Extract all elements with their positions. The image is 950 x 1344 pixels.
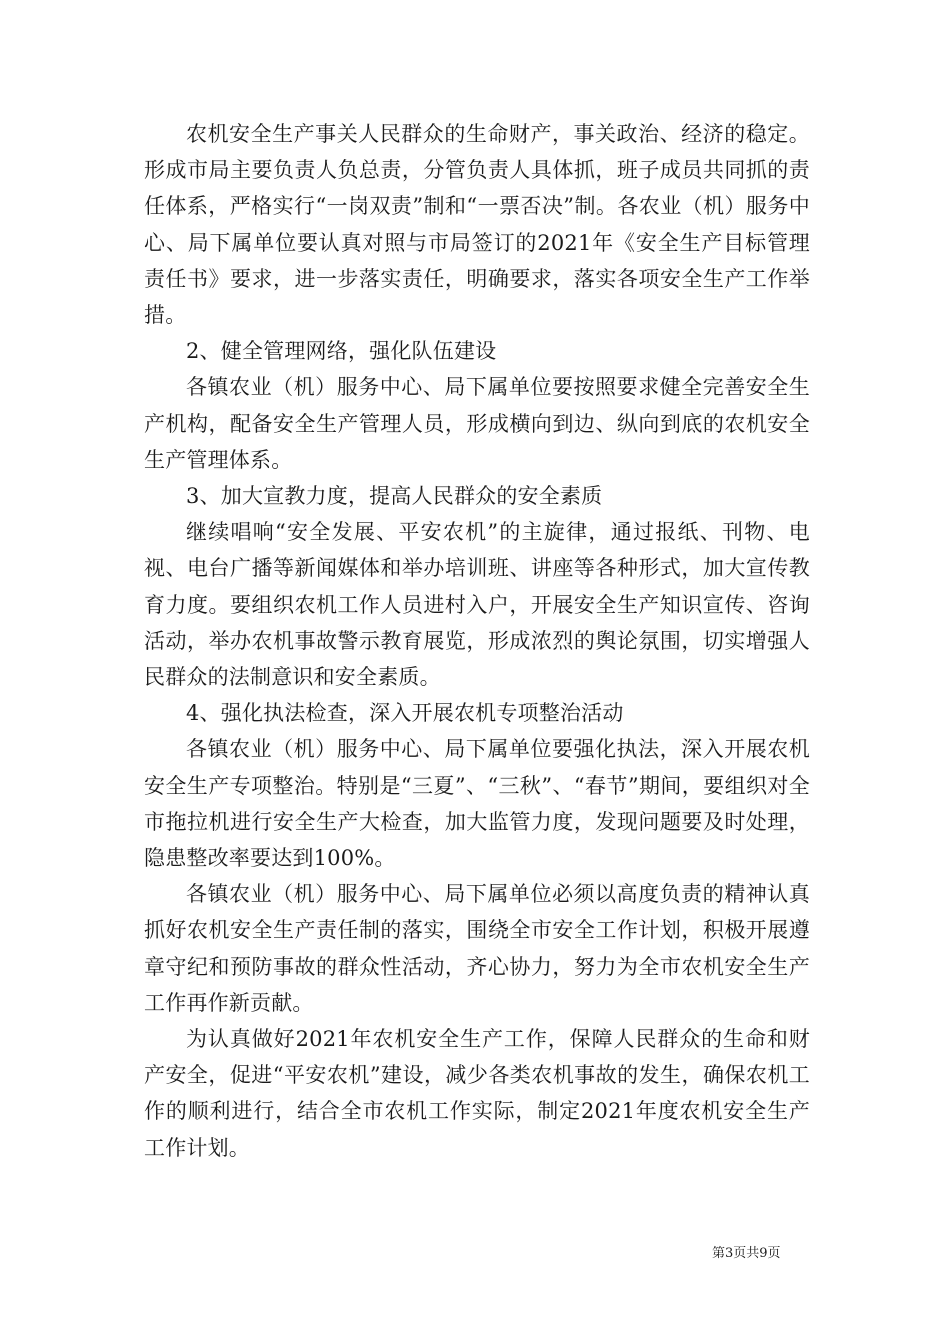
heading-publicity-education: 3、加大宣教力度，提高人民群众的安全素质 — [186, 484, 603, 509]
paragraph-responsibility: 农机安全生产事关人民群众的生命财产，事关政治、经济的稳定。形成市局主要负责人负总责，分管负责人具体抓，班子成员共同抓的责任体系，严格实行“一岗双责”制和“一票否决”制。各农业（机）服务中心、局下属单位要认真对照与市局签订的2021年《安全生产目标管理责任书》要求，进一步落实责任，明确要求，落实各项安全生产工作举措。 — [144, 122, 810, 328]
paragraph-publicity-education: 继续唱响“安全发展、平安农机”的主旋律，通过报纸、刊物、电视、电台广播等新闻媒体和举办培训班、讲座等各种形式，加大宣传教育力度。要组织农机工作人员进村入户，开展安全生产知识宣传、咨询活动，举办农机事故警示教育展览，形成浓烈的舆论氛围，切实增强人民群众的法制意识和安全素质。 — [144, 520, 810, 690]
paragraph-law-enforcement: 各镇农业（机）服务中心、局下属单位要强化执法，深入开展农机安全生产专项整治。特别是“三夏”、“三秋”、“春节”期间，要组织对全市拖拉机进行安全生产大检查，加大监管力度，发现问题要及时处理，隐患整改率要达到100%。 — [144, 737, 810, 871]
document-body — [144, 116, 810, 1166]
page-number: 第3页共9页 — [712, 1246, 781, 1261]
paragraph-plan-intro: 为认真做好2021年农机安全生产工作，保障人民群众的生命和财产安全，促进“平安农机”建设，减少各类农机事故的发生，确保农机工作的顺利进行，结合全市农机工作实际，制定2021年度农机安全生产工作计划。 — [144, 1027, 810, 1160]
paragraph-conclusion: 各镇农业（机）服务中心、局下属单位必须以高度负责的精神认真抓好农机安全生产责任制的落实，围绕全市安全工作计划，积极开展遵章守纪和预防事故的群众性活动，齐心协力，努力为全市农机安全生产工作再作新贡献。 — [144, 882, 810, 1015]
paragraph-management-network: 各镇农业（机）服务中心、局下属单位要按照要求健全完善安全生产机构，配备安全生产管理人员，形成横向到边、纵向到底的农机安全生产管理体系。 — [144, 375, 810, 472]
heading-management-network: 2、健全管理网络，强化队伍建设 — [186, 339, 497, 364]
heading-law-enforcement: 4、强化执法检查，深入开展农机专项整治活动 — [186, 701, 624, 726]
